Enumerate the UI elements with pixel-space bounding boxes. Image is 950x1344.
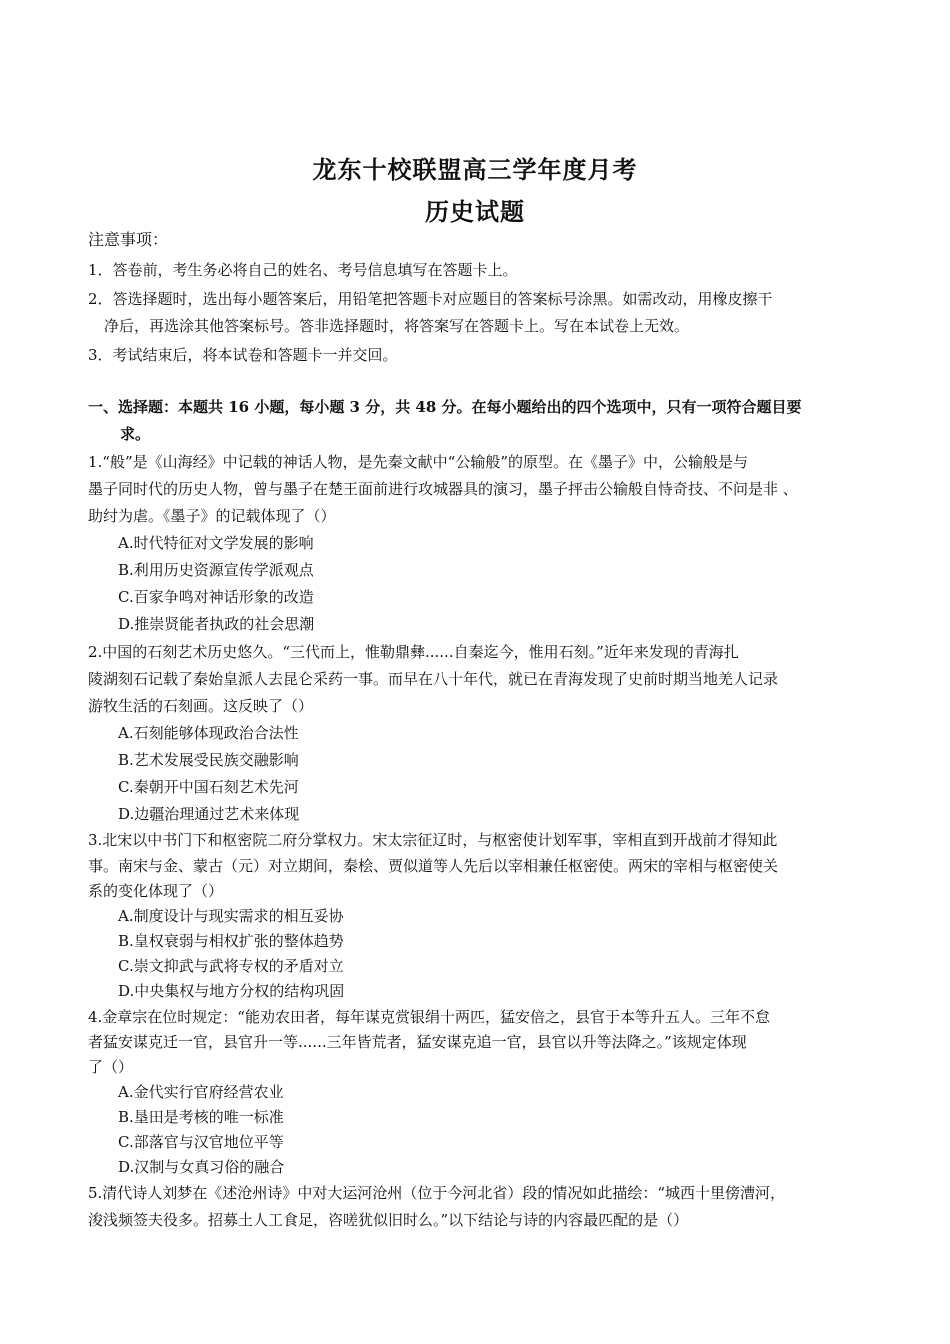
option-a: A.制度设计与现实需求的相互妥协 [118, 907, 344, 925]
notice-item-3: 3．考试结束后，将本试卷和答题卡一并交回。 [88, 346, 398, 364]
option-c: C.百家争鸣对神话形象的改造 [118, 588, 314, 606]
question-text: 了（） [88, 1058, 134, 1076]
question-text: 墨子同时代的历史人物，曾与墨子在楚王面前进行攻城器具的演习，墨子抨击公输般自恃奇技、不问是非 、 [88, 480, 798, 498]
option-b: B.皇权衰弱与相权扩张的整体趋势 [118, 932, 344, 950]
subject-title: 历史试题 [425, 197, 525, 226]
question-text: 陵湖刻石记载了秦始皇派人去昆仑采药一事。而早在八十年代，就已在青海发现了史前时期当地羌人记录 [88, 670, 779, 688]
question-text: 助纣为虐。《墨子》的记载体现了（） [88, 507, 336, 525]
question-text: 游牧生活的石刻画。这反映了（） [88, 697, 314, 715]
notice-item-2: 2．答选择题时，选出每小题答案后，用铅笔把答题卡对应题目的答案标号涂黑。如需改动，用橡皮擦干 [88, 290, 773, 308]
option-a: A.石刻能够体现政治合法性 [118, 724, 299, 742]
option-c: C.秦朝开中国石刻艺术先河 [118, 778, 299, 796]
option-a: A.金代实行官府经营农业 [118, 1083, 284, 1101]
option-d: D.汉制与女真习俗的融合 [118, 1158, 285, 1176]
option-d: D.中央集权与地方分权的结构巩固 [118, 982, 345, 1000]
question-text: 3.北宋以中书门下和枢密院二府分掌权力。宋太宗征辽时，与枢密使计划军事，宰相直到开战前才得知此 [88, 831, 778, 849]
question-text: 系的变化体现了（） [88, 882, 224, 900]
option-d: D.推崇贤能者执政的社会思潮 [118, 615, 315, 633]
question-text: 浚浅频签夫役多。招募土人工食足，咨嗟犹似旧时么。”以下结论与诗的内容最匹配的是（） [88, 1211, 689, 1229]
exam-title: 龙东十校联盟高三学年度月考 [312, 155, 638, 184]
option-d: D.边疆治理通过艺术来体现 [118, 805, 300, 823]
notice-item-2-cont: 净后，再选涂其他答案标号。答非选择题时，将答案写在答题卡上。写在本试卷上无效。 [104, 317, 690, 335]
option-b: B.利用历史资源宣传学派观点 [118, 561, 314, 579]
question-text: 4.金章宗在位时规定：“能劝农田者，每年谋克赏银绢十两匹，猛安倍之，县官于本等升五人。三年不怠 [88, 1008, 770, 1026]
section-heading-cont: 求。 [120, 425, 151, 443]
question-text: 者猛安谋克迁一官，县官升一等......三年皆荒者，猛安谋克追一官，县官以升等法降之。”该规定体现 [88, 1033, 747, 1051]
option-c: C.崇文抑武与武将专权的矛盾对立 [118, 957, 344, 975]
option-b: B.艺术发展受民族交融影响 [118, 751, 299, 769]
notice-item-1: 1．答卷前，考生务必将自己的姓名、考号信息填写在答题卡上。 [88, 261, 518, 279]
question-text: 2.中国的石刻艺术历史悠久。“三代而上，惟勒鼎彝......自秦迄今，惟用石刻。”近年来发现的青海扎 [88, 643, 739, 661]
question-text: 5.清代诗人刘梦在《述沧州诗》中对大运河沧州（位于今河北省）段的情况如此描绘：“城西十里傍漕河， [88, 1184, 785, 1202]
section-heading: 一、选择题：本题共 16 小题，每小题 3 分，共 48 分。在每小题给出的四个选项中，只有一项符合题目要 [88, 398, 802, 416]
question-text: 1.“般”是《山海经》中记载的神话人物，是先秦文献中“公输般”的原型。在《墨子》中，公输般是与 [88, 453, 748, 471]
notice-heading: 注意事项： [88, 230, 169, 249]
option-c: C.部落官与汉官地位平等 [118, 1133, 284, 1151]
option-b: B.垦田是考核的唯一标准 [118, 1108, 284, 1126]
question-text: 事。南宋与金、蒙古（元）对立期间，秦桧、贾似道等人先后以宰相兼任枢密使。两宋的宰相与枢密使关 [88, 857, 779, 875]
option-a: A.时代特征对文学发展的影响 [118, 534, 314, 552]
